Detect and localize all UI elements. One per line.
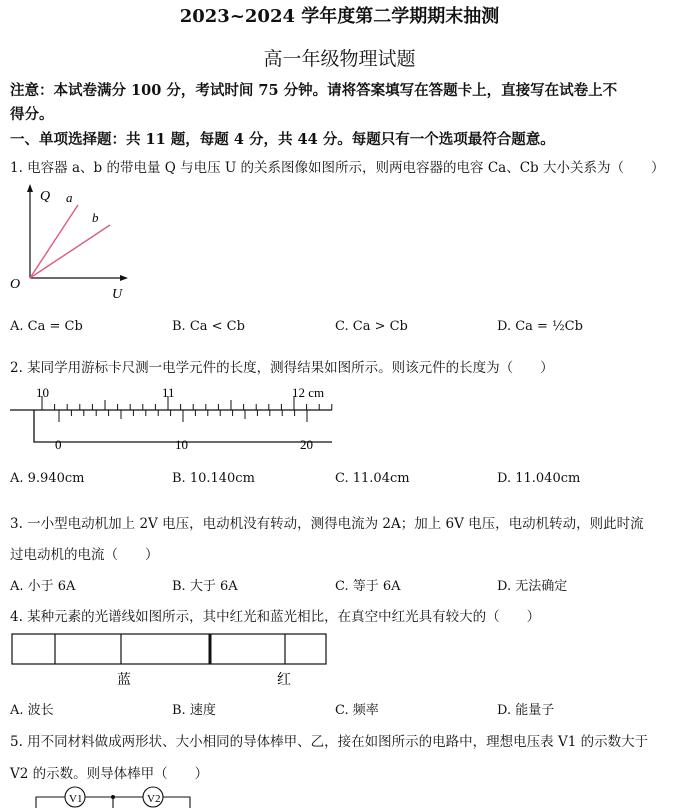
u-axis-label: U: [112, 287, 123, 302]
circuit-figure: [34, 786, 194, 808]
voltmeter-v2-label: V2: [147, 793, 161, 805]
q3-text-line1: 3. 一小型电动机加上 2V 电压，电动机没有转动，测得电流为 2A；加上 6V 电压，电动机转动，则此时流: [10, 516, 644, 532]
circuit-wire: [36, 797, 65, 808]
q2-option-b[interactable]: B. 10.140cm: [172, 471, 255, 486]
line-b-label: b: [92, 210, 99, 225]
q5-text-line2: V2 的示数。则导体棒甲（ ）: [10, 766, 209, 782]
q2-option-a[interactable]: A. 9.940cm: [10, 471, 85, 486]
line-b: [30, 225, 110, 278]
q1-option-c[interactable]: C. Ca > Cb: [335, 319, 408, 334]
circuit-wire: [163, 797, 190, 808]
q3-option-a[interactable]: A. 小于 6A: [10, 579, 76, 594]
q3-option-b[interactable]: B. 大于 6A: [172, 579, 238, 594]
vernier-scale-ticks: [59, 410, 307, 422]
q2-option-c[interactable]: C. 11.04cm: [335, 471, 410, 486]
q1-option-a[interactable]: A. Ca = Cb: [10, 319, 83, 334]
q1-option-d[interactable]: D. Ca = ½Cb: [497, 319, 583, 334]
q5-text-line1: 5. 用不同材料做成两形状、大小相同的导体棒甲、乙，接在如图所示的电路中，理想电压表 V1 的示数大于: [10, 734, 649, 750]
notice-line2: 得分。: [10, 106, 54, 123]
red-label: 红: [277, 673, 291, 688]
main-label-12cm: 12 cm: [292, 385, 325, 400]
q1-text: 1. 电容器 a、b 的带电量 Q 与电压 U 的关系图像如图所示，则两电容器的电容 Ca、Cb 大小关系为（ ）: [10, 160, 665, 176]
q1-option-b[interactable]: B. Ca < Cb: [172, 319, 245, 334]
vernier-label-20: 20: [300, 437, 313, 452]
vernier-label-0: 0: [55, 437, 62, 452]
line-a: [30, 205, 78, 278]
q4-option-b[interactable]: B. 速度: [172, 703, 216, 718]
spectrum-figure: [11, 632, 331, 692]
q4-option-a[interactable]: A. 波长: [10, 703, 54, 718]
q-axis-arrow-icon: [27, 184, 33, 192]
voltmeter-v1-label: V1: [69, 793, 83, 805]
section-heading: 一、单项选择题：共 11 题，每题 4 分，共 44 分。每题只有一个选项最符合题意。: [10, 131, 555, 148]
q2-text: 2. 某同学用游标卡尺测一电学元件的长度，测得结果如图所示。则该元件的长度为（ ）: [10, 360, 554, 376]
main-label-10: 10: [36, 385, 49, 400]
spectrum-frame: [12, 634, 326, 664]
q3-option-c[interactable]: C. 等于 6A: [335, 579, 401, 594]
main-label-11: 11: [162, 385, 175, 400]
u-axis-arrow-icon: [120, 275, 128, 281]
q4-option-c[interactable]: C. 频率: [335, 703, 379, 718]
q2-option-d[interactable]: D. 11.040cm: [497, 471, 581, 486]
line-a-label: a: [66, 190, 73, 205]
main-scale-ticks: [42, 396, 332, 410]
q3-option-d[interactable]: D. 无法确定: [497, 579, 568, 594]
notice-line1: 注意：本试卷满分 100 分，考试时间 75 分钟。请将答案填写在答题卡上，直接写在试卷上不: [10, 82, 618, 99]
q4-option-d[interactable]: D. 能量子: [497, 703, 555, 718]
q4-text: 4. 某种元素的光谱线如图所示，其中红光和蓝光相比，在真空中红光具有较大的（ ）: [10, 609, 541, 625]
q1-qu-graph: [8, 180, 138, 300]
exam-subtitle: 高一年级物理试题: [263, 48, 416, 70]
vernier-label-10: 10: [175, 437, 188, 452]
exam-title: 2023~2024 学年度第二学期期末抽测: [179, 6, 500, 27]
blue-label: 蓝: [117, 673, 131, 688]
vernier-caliper-figure: [10, 380, 340, 455]
origin-label: O: [10, 277, 21, 292]
q-axis-label: Q: [40, 189, 51, 204]
q3-text-line2: 过电动机的电流（ ）: [10, 547, 159, 563]
